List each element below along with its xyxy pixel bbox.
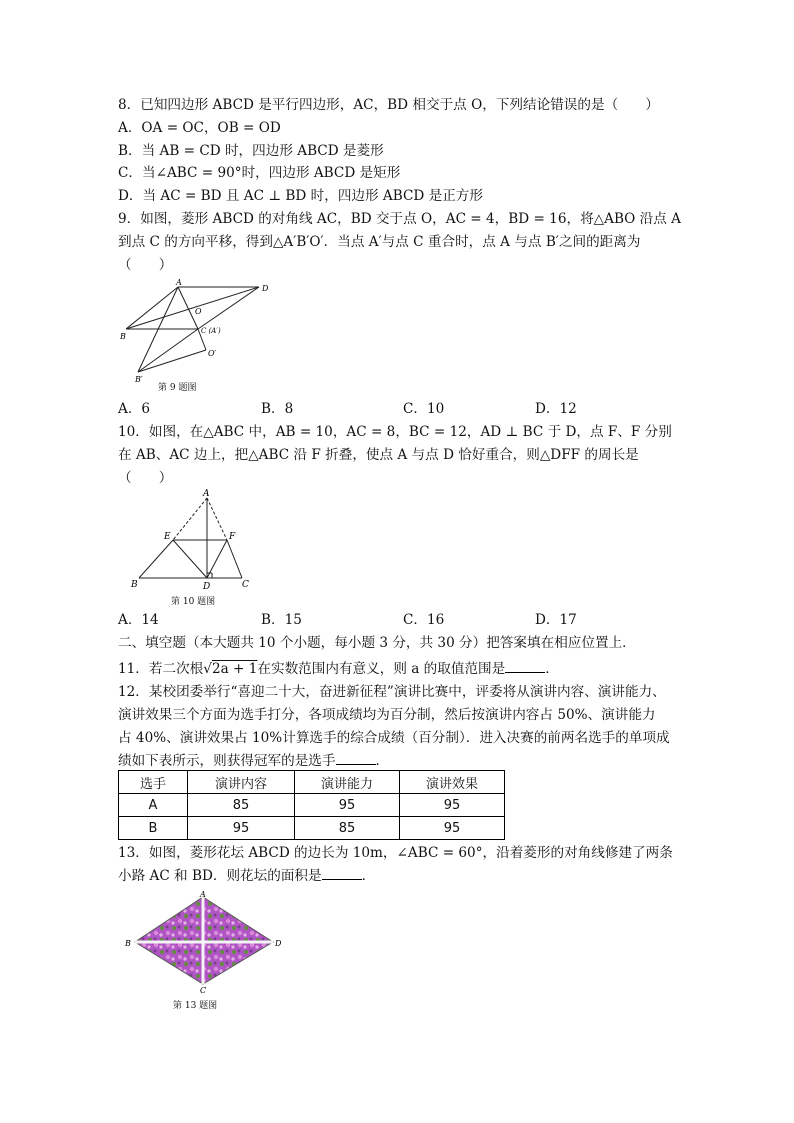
table-cell: 85 [188, 794, 295, 817]
q10-figure-caption: 第 10 题图 [171, 597, 216, 607]
q9-line1: 9．如图，菱形 ABCD 的对角线 AC，BD 交于点 O，AC = 4，BD = 16，将△ABO 沿点 A [118, 211, 681, 227]
q12-end: ． [375, 753, 390, 769]
q13-label-b: B [125, 939, 131, 948]
q13-label-d: D [275, 939, 282, 948]
table-header-cell: 演讲内容 [188, 771, 295, 794]
q8-stem: 8．已知四边形 ABCD 是平行四边形，AC，BD 相交于点 O，下列结论错误的是（ ） [118, 97, 659, 113]
q13-label-c: C [200, 986, 207, 995]
q9-figure-caption: 第 9 题图 [158, 383, 197, 393]
q10-label-a: A [203, 489, 210, 499]
q8-option-d: D．当 AC = BD 且 AC ⊥ BD 时，四边形 ABCD 是正方形 [118, 188, 483, 204]
q12-line3: 占 40%、演讲效果占 10%计算选手的综合成绩（百分制）．进入决赛的前两名选手的单项成 [118, 730, 670, 746]
q9-label-d: D [262, 284, 269, 293]
table-header-cell: 演讲能力 [295, 771, 400, 794]
q8-option-b: B．当 AB = CD 时，四边形 ABCD 是菱形 [118, 143, 384, 159]
q8-option-a: A．OA = OC，OB = OD [118, 120, 281, 136]
q9-label-b-prime: B′ [135, 375, 143, 384]
q9-option-b: B．8 [261, 401, 294, 417]
q11-end: ． [545, 661, 559, 677]
table-cell: 95 [188, 817, 295, 840]
q10-figure [126, 485, 261, 595]
table-row [119, 817, 505, 840]
section2-heading: 二、填空题（本大题共 10 个小题，每小题 3 分，共 30 分）把答案填在相应位置上． [118, 635, 636, 651]
table-header-cell: 选手 [119, 771, 188, 794]
q13-line1: 13．如图，菱形花坛 ABCD 的边长为 10m，∠ABC = 60°，沿着菱形的对角线修建了两条 [118, 845, 673, 861]
q10-line3: （ ） [118, 470, 173, 486]
q11-answer-blank [505, 660, 545, 673]
q9-line2: 到点 C 的方向平移，得到△A′B′O′．当点 A′与点 C 重合时，点 A 与点 B′之间的距离为 [118, 234, 641, 250]
q10-label-d: D [203, 582, 211, 592]
q13-flowerbed-figure [123, 889, 293, 995]
q9-label-c: C (A′) [201, 327, 221, 335]
q13-end: ． [361, 868, 376, 884]
q9-figure [118, 278, 278, 384]
q10-option-d: D．17 [535, 612, 577, 628]
table-cell: B [119, 817, 188, 840]
q13-line2-text: 小路 AC 和 BD．则花坛的面积是 [118, 868, 322, 884]
q11-radicand: 2a + 1 [211, 661, 258, 677]
table-row [119, 794, 505, 817]
q13-line2 [118, 867, 375, 885]
q12-line1: 12．某校团委举行“喜迎二十大，奋进新征程”演讲比赛中，评委将从演讲内容、演讲能力、 [118, 684, 666, 700]
q9-label-o: O [195, 307, 202, 316]
table-cell: 85 [295, 817, 400, 840]
q8-option-c: C．当∠ABC = 90°时，四边形 ABCD 是矩形 [118, 165, 401, 181]
q11-text-after: 在实数范围内有意义，则 a 的取值范围是 [257, 661, 506, 677]
q10-option-a: A．14 [118, 612, 159, 628]
q10-label-c: C [242, 580, 249, 590]
table-cell: 95 [400, 794, 505, 817]
q10-line2: 在 AB、AC 边上，把△ABC 沿 F 折叠，使点 A 与点 D 恰好重合，则△DFF 的周长是 [118, 447, 639, 463]
q10-line1: 10．如图，在△ABC 中，AB = 10，AC = 8，BC = 12，AD ⊥ BC 于 D，点 F、F 分别 [118, 424, 672, 440]
q13-label-a: A [200, 890, 206, 899]
q9-line3: （ ） [118, 257, 173, 273]
table-header-cell: 演讲效果 [400, 771, 505, 794]
q11-text-before: 11．若二次根 [118, 661, 204, 677]
q10-label-f: F [229, 532, 236, 542]
q13-answer-blank [322, 867, 362, 880]
q12-answer-blank [336, 752, 376, 765]
table-cell: A [119, 794, 188, 817]
q9-label-a: A [176, 278, 182, 287]
q12-line4 [118, 752, 389, 770]
q12-score-table [118, 770, 505, 840]
q11-line [118, 660, 559, 678]
q9-label-o-prime: O′ [208, 349, 217, 358]
q12-line4-text: 绩如下表所示，则获得冠军的是选手 [118, 753, 336, 769]
q9-option-d: D．12 [535, 401, 577, 417]
table-cell: 95 [400, 817, 505, 840]
table-header-row [119, 771, 505, 794]
q10-option-b: B．15 [261, 612, 302, 628]
q10-label-b: B [131, 580, 138, 590]
q10-option-c: C．16 [403, 612, 445, 628]
radical-sign-icon: √ [203, 661, 212, 677]
q9-option-c: C．10 [403, 401, 445, 417]
q12-line2: 演讲效果三个方面为选手打分，各项成绩均为百分制，然后按演讲内容占 50%、演讲能力 [118, 707, 656, 723]
table-cell: 95 [295, 794, 400, 817]
q10-label-e: E [164, 532, 171, 542]
q9-label-b: B [120, 332, 126, 341]
q9-option-a: A．6 [118, 401, 151, 417]
q13-figure-caption: 第 13 题图 [173, 1001, 218, 1011]
